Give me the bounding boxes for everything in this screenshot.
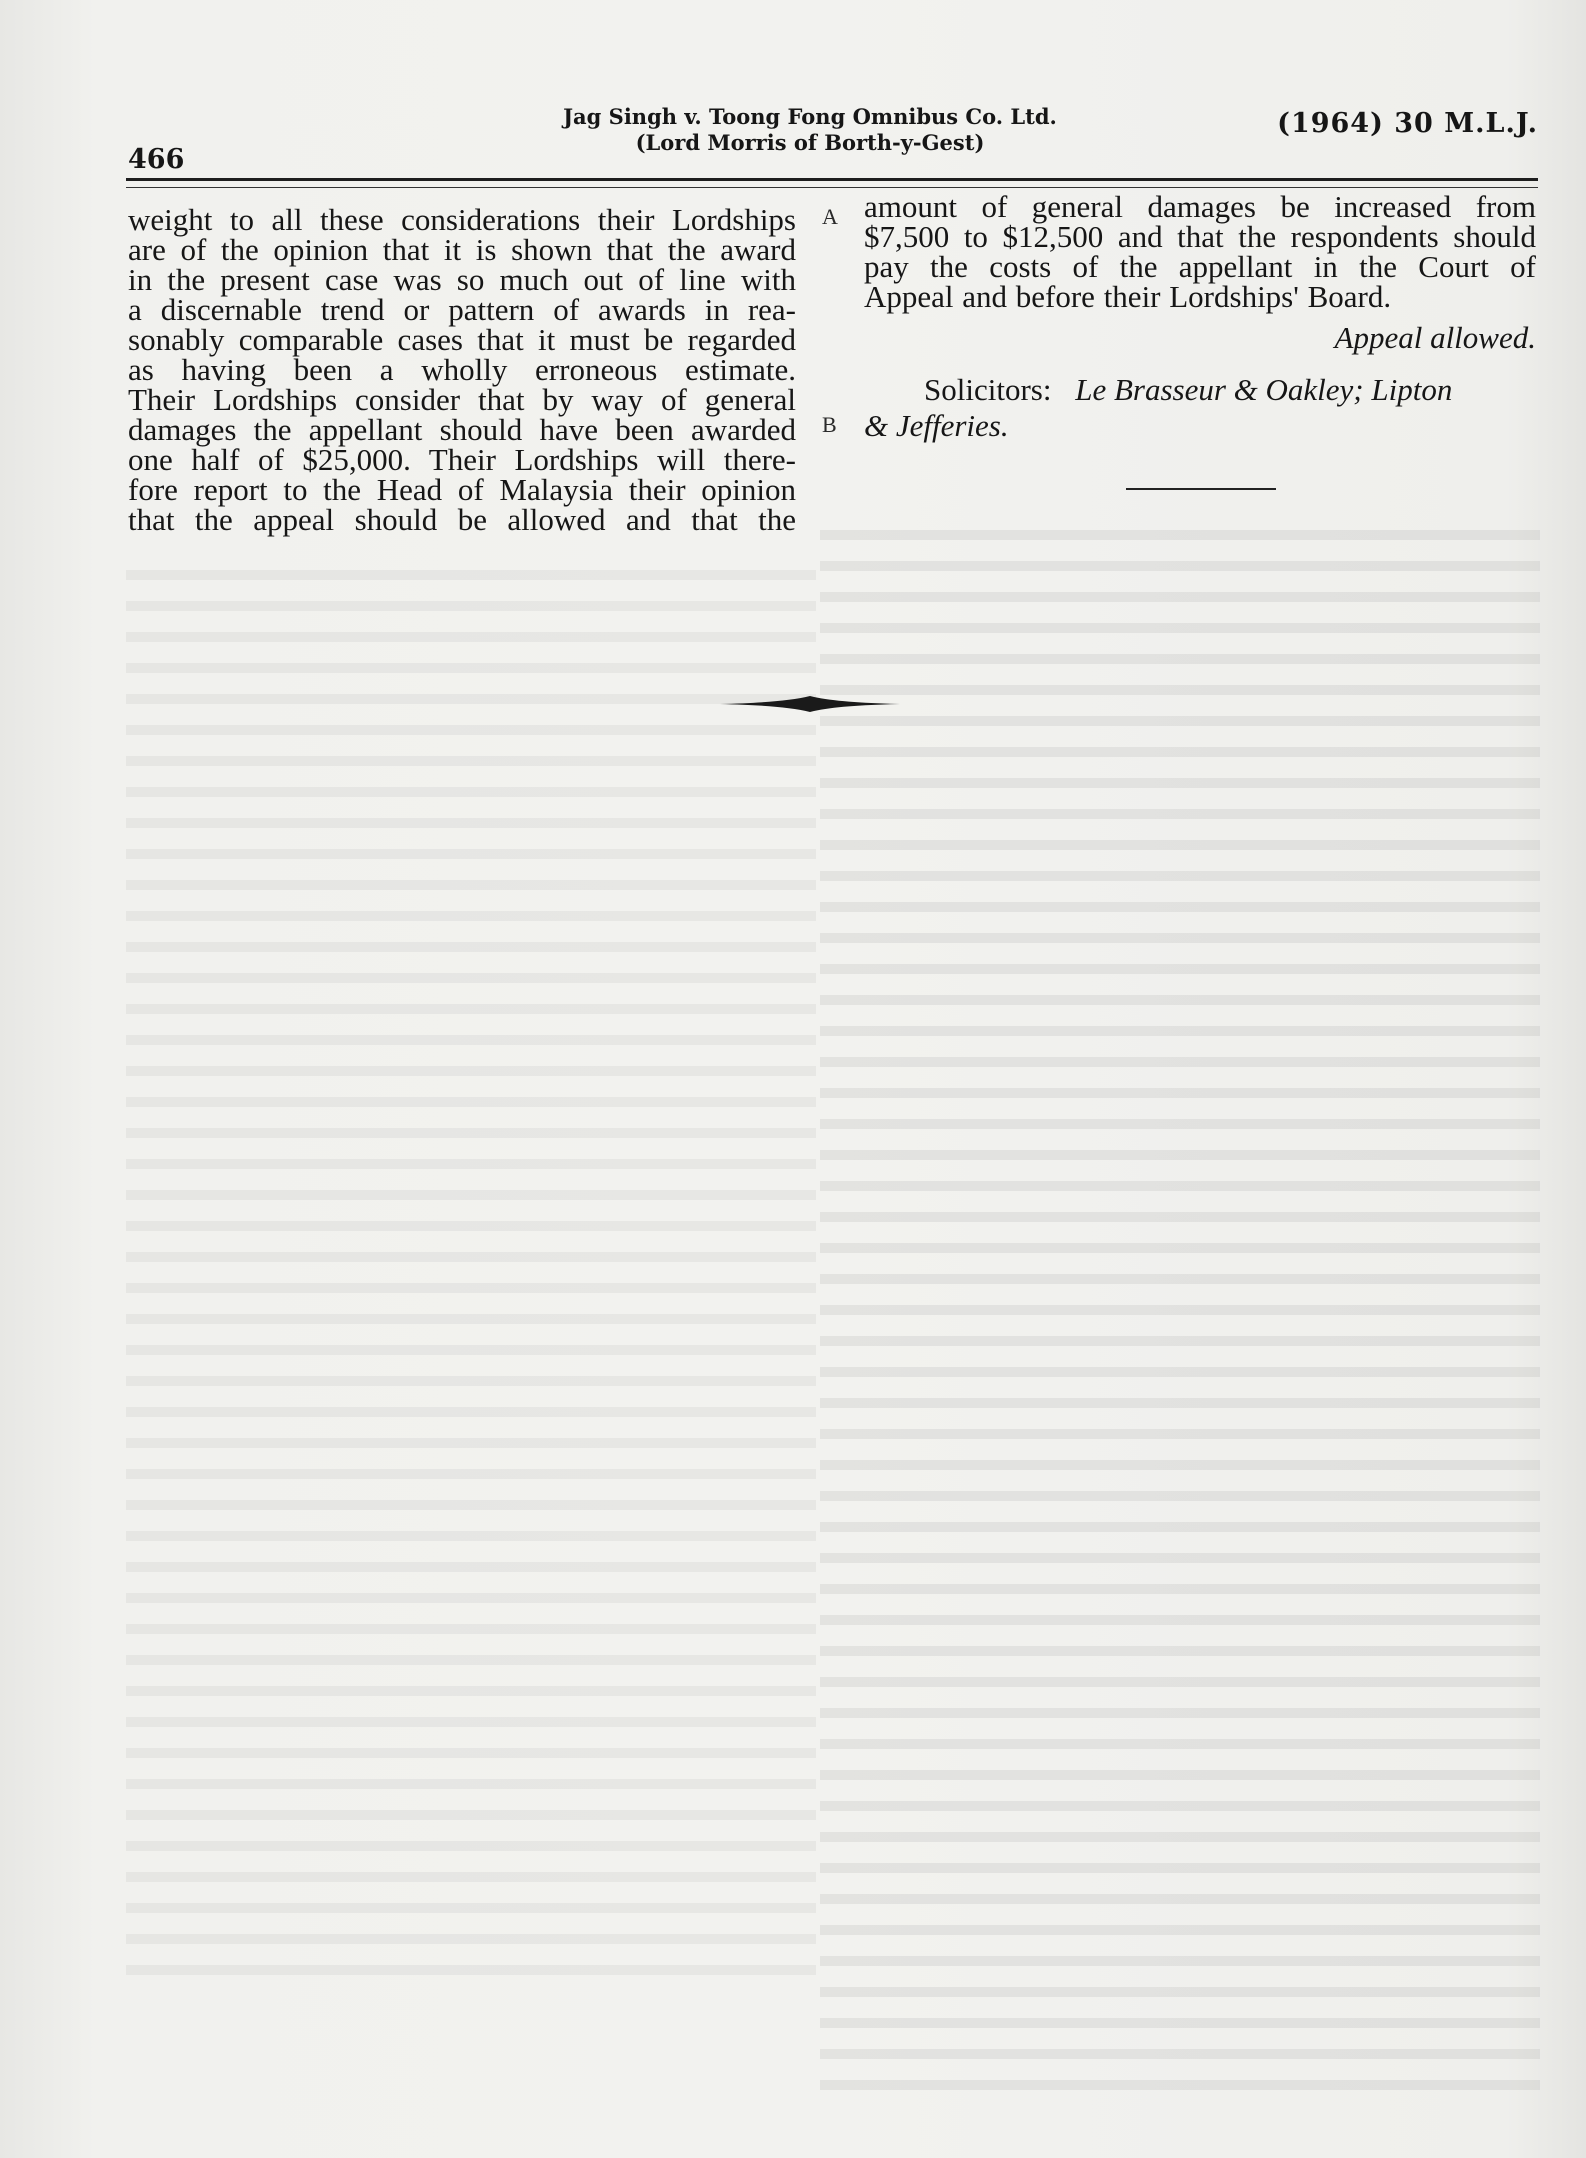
solicitors-names: Le Brasseur & Oakley; Lipton <box>1075 372 1453 407</box>
header-rule-thin <box>126 187 1538 188</box>
left-column-text <box>128 202 796 537</box>
text-line: fore report to the Head of Malaysia their opinion <box>128 472 796 507</box>
solicitors-label: Solicitors: <box>924 372 1052 407</box>
right-column-text <box>864 189 1536 314</box>
solicitors-block <box>864 372 1536 444</box>
text-line: weight to all these considerations their Lordships <box>128 202 796 237</box>
text-line: in the present case was so much out of line with <box>128 262 796 297</box>
law-report-citation: (1964) 30 M.L.J. <box>1277 108 1538 139</box>
page-number: 466 <box>128 144 185 175</box>
margin-marker-a: A <box>822 204 838 229</box>
text-line: damages the appellant should have been awarded <box>128 412 796 447</box>
text-line: a discernable trend or pattern of awards in rea- <box>128 292 796 327</box>
header-rule <box>126 178 1538 181</box>
show-through-text-left <box>126 560 816 1980</box>
appeal-result: Appeal allowed. <box>1334 320 1536 355</box>
section-end-rule <box>1126 488 1276 490</box>
case-name: Jag Singh v. Toong Fong Omnibus Co. Ltd. <box>563 104 1057 129</box>
judge-name: (Lord Morris of Borth-y-Gest) <box>635 130 985 155</box>
text-line: Appeal and before their Lordships' Board. <box>864 279 1392 314</box>
show-through-text <box>820 520 1540 2100</box>
text-line: one half of $25,000. Their Lordships will there- <box>128 442 796 477</box>
text-line: sonably comparable cases that it must be regarded <box>128 322 796 357</box>
text-line: amount of general damages be increased from <box>864 189 1536 224</box>
text-line: $7,500 to $12,500 and that the respondents should <box>864 219 1536 254</box>
text-line: pay the costs of the appellant in the Court of <box>864 249 1536 284</box>
margin-marker-b: B <box>822 412 837 437</box>
text-line: are of the opinion that it is shown that the award <box>128 232 796 267</box>
text-line: that the appeal should be allowed and that the <box>128 502 796 537</box>
text-line: as having been a wholly erroneous estimate. <box>128 352 796 387</box>
running-head-title <box>560 104 1060 156</box>
text-line: Their Lordships consider that by way of general <box>128 382 796 417</box>
end-of-judgment-ornament-icon <box>720 692 900 716</box>
solicitors-names-continued: & Jefferies. <box>864 408 1009 443</box>
